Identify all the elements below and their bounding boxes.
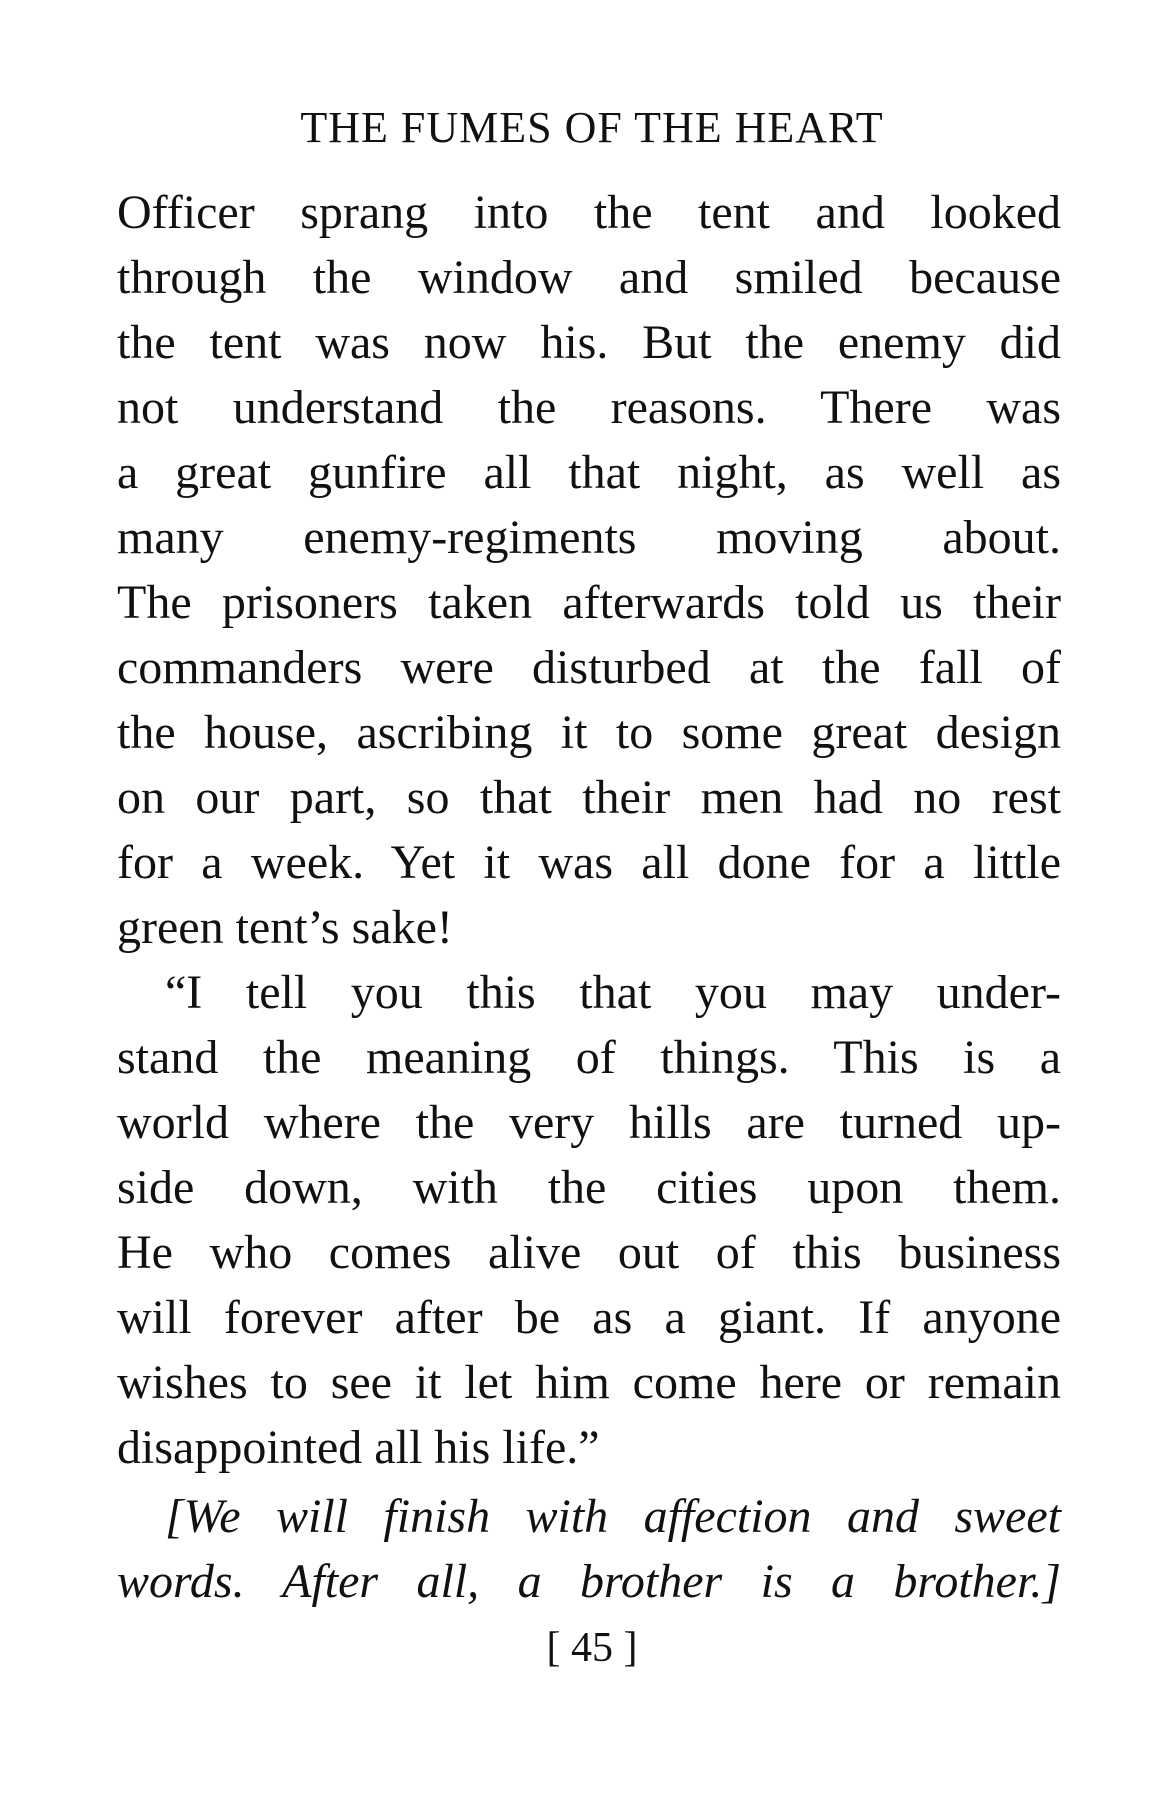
paragraph-2 — [117, 960, 1061, 1480]
page-number: [ 45 ] — [546, 1625, 638, 1671]
text-line: a great gunfire all that night, as well as — [117, 446, 1061, 499]
text-line: the tent was now his. But the enemy did — [117, 316, 1061, 369]
text-line: “I tell you this that you may under- — [165, 966, 1061, 1019]
text-line: He who comes alive out of this business — [117, 1226, 1061, 1279]
text-line: will forever after be as a giant. If anyone — [117, 1291, 1061, 1344]
text-line: many enemy-regiments moving about. — [117, 511, 1061, 564]
text-line: world where the very hills are turned up- — [117, 1096, 1061, 1149]
text-line: stand the meaning of things. This is a — [117, 1031, 1061, 1084]
text-line: words. After all, a brother is a brother.] — [117, 1555, 1061, 1608]
text-line: for a week. Yet it was all done for a little — [117, 836, 1061, 889]
text-line: through the window and smiled because — [117, 251, 1061, 304]
text-line: The prisoners taken afterwards told us their — [117, 576, 1061, 629]
paragraph-1 — [117, 180, 1061, 960]
text-line: Officer sprang into the tent and looked — [117, 186, 1061, 239]
body-text — [117, 180, 1061, 1614]
text-line: on our part, so that their men had no rest — [117, 771, 1061, 824]
text-line: the house, ascribing it to some great design — [117, 706, 1061, 759]
text-line: [We will finish with affection and sweet — [165, 1490, 1061, 1543]
running-head: THE FUMES OF THE HEART — [300, 103, 884, 152]
text-line: not understand the reasons. There was — [117, 381, 1061, 434]
text-line: disappointed all his life.” — [117, 1421, 600, 1474]
text-line: wishes to see it let him come here or remain — [117, 1356, 1061, 1409]
text-line: commanders were disturbed at the fall of — [117, 641, 1061, 694]
text-line: side down, with the cities upon them. — [117, 1161, 1061, 1214]
editorial-note — [117, 1484, 1061, 1614]
text-line: green tent’s sake! — [117, 901, 453, 954]
